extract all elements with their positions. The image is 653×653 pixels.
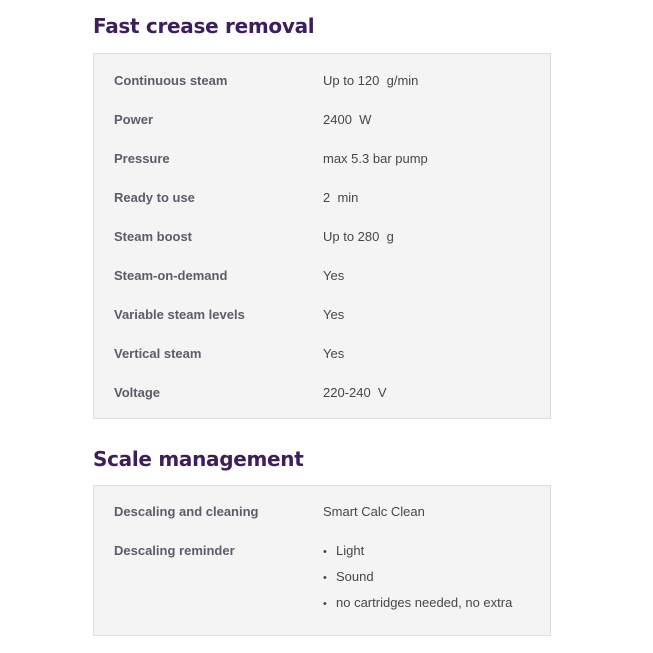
spec-label: Continuous steam: [114, 73, 228, 88]
spec-row-steam-on-demand: [94, 266, 550, 286]
spec-value: Up to 120 g/min: [323, 73, 419, 88]
spec-row-steam-boost: [94, 227, 550, 247]
spec-row-continuous-steam: [94, 71, 550, 91]
spec-value: max 5.3 bar pump: [323, 151, 428, 166]
list-item: [323, 567, 512, 593]
spec-row-voltage: [94, 383, 550, 403]
spec-label: Vertical steam: [114, 346, 202, 361]
section-title-scale-management: Scale management: [93, 447, 304, 471]
spec-value: 220-240 V: [323, 385, 387, 400]
spec-label: Ready to use: [114, 190, 195, 205]
bullet-icon: •: [323, 572, 327, 584]
list-item: [323, 593, 512, 619]
spec-label: Descaling and cleaning: [114, 504, 259, 519]
descaling-reminder-list: [323, 541, 512, 619]
spec-table-fast-crease-removal: [93, 53, 551, 419]
list-item: [323, 541, 512, 567]
bullet-icon: •: [323, 598, 327, 610]
spec-label: Steam boost: [114, 229, 193, 244]
spec-row-descaling-reminder: [94, 541, 550, 610]
spec-row-power: [94, 110, 550, 130]
bullet-icon: •: [323, 546, 327, 558]
spec-row-vertical-steam: [94, 344, 550, 364]
spec-value: Up to 280 g: [323, 229, 394, 244]
spec-label: Power: [114, 112, 154, 127]
section-title-fast-crease-removal: Fast crease removal: [93, 14, 315, 38]
spec-value: Yes: [323, 268, 345, 283]
list-item-text: Sound: [336, 569, 374, 584]
spec-table-scale-management: [93, 485, 551, 636]
list-item-text: Light: [336, 543, 365, 558]
spec-value: Smart Calc Clean: [323, 504, 425, 519]
spec-row-descaling-and-cleaning: [94, 502, 550, 522]
spec-label: Variable steam levels: [114, 307, 245, 322]
spec-row-ready-to-use: [94, 188, 550, 208]
spec-row-pressure: [94, 149, 550, 169]
spec-value: Yes: [323, 346, 345, 361]
spec-label: Descaling reminder: [114, 543, 235, 558]
spec-value: 2 min: [323, 190, 359, 205]
spec-value: Yes: [323, 307, 345, 322]
spec-value: 2400 W: [323, 112, 372, 127]
list-item-text: no cartridges needed, no extra: [336, 595, 513, 610]
spec-row-variable-steam-levels: [94, 305, 550, 325]
spec-label: Voltage: [114, 385, 160, 400]
spec-label: Steam-on-demand: [114, 268, 228, 283]
spec-label: Pressure: [114, 151, 170, 166]
